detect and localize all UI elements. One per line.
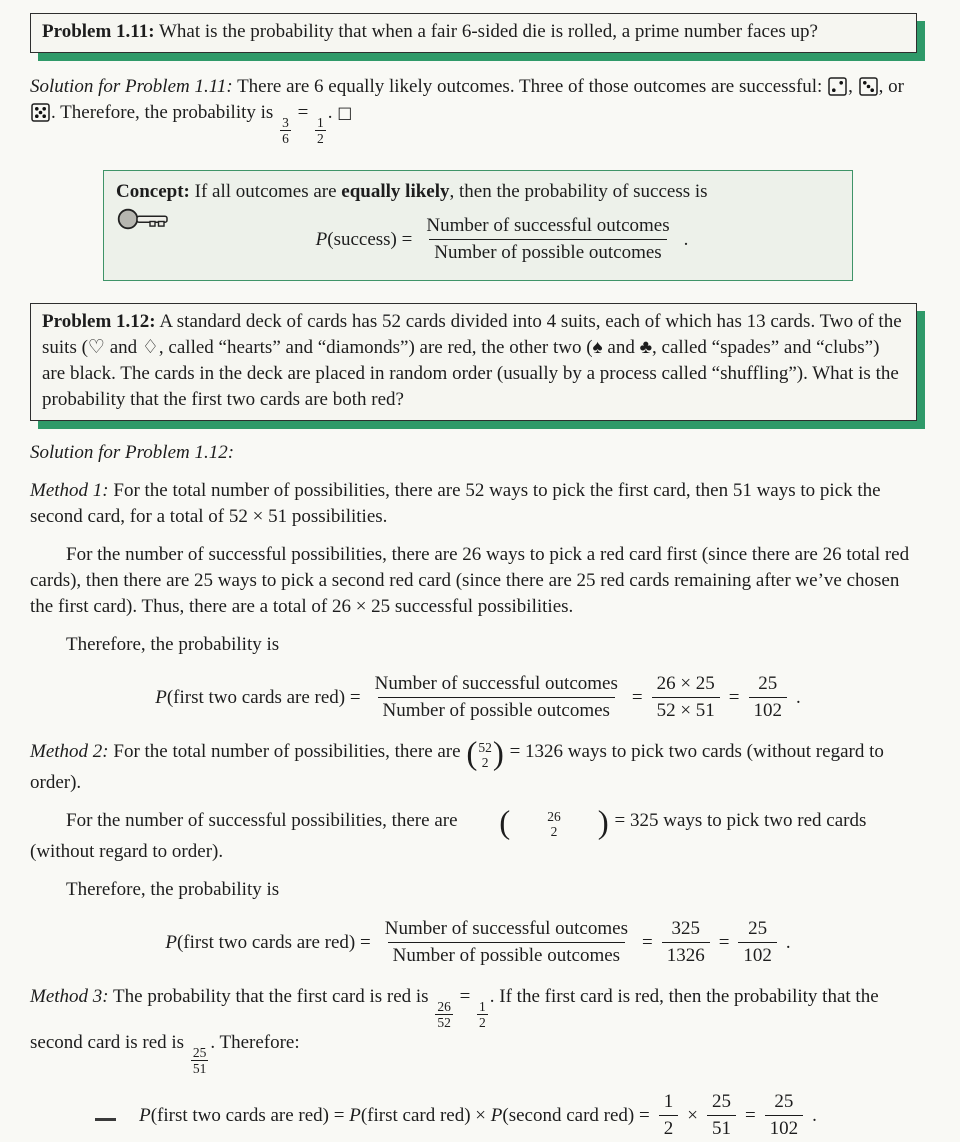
formula-period: . (683, 228, 689, 250)
sentence-period: . (327, 102, 338, 123)
dice-separator-or: , or (878, 76, 904, 97)
method-3-text-d: . Therefore: (210, 1032, 300, 1053)
equation-method-2 (30, 916, 926, 969)
equation-method-3 (30, 1089, 926, 1142)
fraction-3-6: $\frac{3}{6}$ (282, 115, 289, 146)
eq1-fraction-25-102: $\frac{25}{102}$ (749, 671, 788, 724)
solution-1-11-label: Solution for Problem 1.11: (30, 76, 233, 97)
die-2-icon (828, 77, 847, 96)
eq2-lhs: P(first two cards are red) = (165, 931, 371, 953)
eq2-fraction-325-1326: $\frac{325}{1326}$ (662, 916, 710, 969)
formula-lhs: P(success) = (315, 228, 413, 250)
equals-sign: = (292, 102, 314, 123)
solution-1-11-text: There are 6 equally likely outcomes. Three of those outcomes are successful: (232, 76, 828, 97)
probability-fraction: $\frac{\text{Number of successful outcomes}}{\text{Number of possible outcomes}}$ (421, 213, 674, 266)
method-2-text-1b: = 1326 ways to pick two cards (without regard to order). (30, 741, 884, 793)
problem-1-12-text: A standard deck of cards has 52 cards divided into 4 suits, each of which has 13 cards. Two of the suits (♡ and ♢, called “hearts” and “diamonds”) are red, the other two (♠ and ♣, called “spades” and “clubs”) are black. The cards in the deck are placed in random order (usually by a process called “shuffling”). What is the probability that the first two cards are both red? (42, 311, 902, 410)
method-2-text-1a: For the total number of possibilities, there are (108, 741, 466, 762)
problem-1-11-text: What is the probability that when a fair 6-sided die is rolled, a prime number faces up? (154, 21, 818, 42)
eq1-text-fraction: $\frac{\text{Number of successful outcomes}}{\text{Number of possible outcomes}}$ (370, 671, 623, 724)
solution-1-12 (30, 440, 926, 466)
die-3-icon (859, 77, 878, 96)
method-1-label: Method 1: (30, 480, 109, 501)
problem-1-11-label: Problem 1.11: (42, 21, 155, 42)
equals-sign: = (728, 686, 740, 708)
fraction-26-52: $\frac{26}{52}$ (437, 999, 451, 1030)
method-2-text-2a: For the number of successful possibilities, there are (66, 810, 463, 831)
eq1-lhs: P(first two cards are red) = (155, 686, 361, 708)
problem-1-12-label: Problem 1.12: (42, 311, 156, 332)
solution-1-11 (30, 74, 926, 146)
eq3-fraction-25-102: $\frac{25}{102}$ (765, 1089, 804, 1142)
method-2-paragraph-1 (30, 736, 926, 796)
concept-formula (164, 213, 840, 266)
problem-1-11-box (30, 13, 917, 53)
eq2-period: . (785, 931, 791, 953)
problem-1-12-box (30, 303, 917, 421)
equation-method-1 (30, 671, 926, 724)
method-1-text-1: For the total number of possibilities, there are 52 ways to pick the first card, then 51 ways to pick the second card, for a total of 52 × 51 possibilities. (30, 480, 881, 527)
method-2-label: Method 2: (30, 741, 109, 762)
eq1-period: . (796, 686, 801, 708)
eq3-fraction-1-2: $\frac{1}{2}$ (659, 1089, 679, 1142)
solution-1-12-label: Solution for Problem 1.12: (30, 442, 235, 463)
method-2-paragraph-3: Therefore, the probability is (66, 879, 280, 900)
method-3-text-a: The probability that the first card is red is (108, 986, 434, 1007)
qed-tombstone: □ (337, 103, 353, 122)
dice-separator: , (848, 76, 858, 97)
fraction-25-51: $\frac{25}{51}$ (192, 1045, 207, 1076)
equals-sign: = (454, 986, 476, 1007)
eq2-fraction-25-102: $\frac{25}{102}$ (738, 916, 777, 969)
concept-box (103, 170, 853, 281)
method-1-paragraph-1 (30, 478, 926, 530)
eq2-text-fraction: $\frac{\text{Number of successful outcomes}}{\text{Number of possible outcomes}}$ (380, 916, 633, 969)
method-1-paragraph-2: For the number of successful possibilities, there are 26 ways to pick a red card first (since there are 26 total red cards), then there are 25 ways to pick a second red card (since there are 25 red cards remaining after we’ve chosen the first card). Thus, there are a total of 26 × 25 successful possibilities. (30, 544, 910, 617)
fraction-1-2: $\frac{1}{2}$ (317, 115, 324, 146)
binomial-26-choose-2: ( 26 2 ) (499, 805, 609, 841)
eq3-fraction-25-51: $\frac{25}{51}$ (707, 1089, 736, 1142)
equals-sign: = (631, 686, 643, 708)
eq3-period: . (812, 1104, 817, 1126)
equals-sign: = (641, 931, 653, 953)
concept-label: Concept: (116, 181, 190, 202)
key-icon (116, 207, 172, 243)
eq3-lhs: P(first two cards are red) = P(first card red) × P(second card red) = (139, 1104, 650, 1126)
equals-sign: = (744, 1104, 756, 1126)
concept-text-post: , then the probability of success is (449, 181, 708, 202)
method-3-paragraph (30, 984, 926, 1076)
method-3-text-c: . If the first card is red, then the probability that the second card is red is (30, 986, 879, 1053)
method-2-paragraph-2 (30, 805, 926, 865)
method-1-paragraph-3: Therefore, the probability is (66, 634, 280, 655)
equals-sign: = (718, 931, 730, 953)
concept-text-pre: If all outcomes are (189, 181, 342, 202)
method-2-text-2b: = 325 ways to pick two red cards (without regard to order). (30, 810, 867, 862)
fraction-1-2: $\frac{1}{2}$ (479, 999, 486, 1030)
cut-off-next-element-mark (95, 1118, 116, 1121)
die-5-icon (31, 103, 50, 122)
method-3-label: Method 3: (30, 986, 109, 1007)
solution-1-11-text-2: . Therefore, the probability is (51, 102, 279, 123)
concept-text-line (116, 179, 840, 205)
concept-text-bold: equally likely (341, 181, 450, 202)
binomial-52-choose-2: ( 52 2 ) (466, 736, 504, 772)
times-sign: × (687, 1104, 698, 1126)
eq1-fraction-26x25: $\frac{26 \times 25}{52 \times 51}$ (652, 671, 720, 724)
